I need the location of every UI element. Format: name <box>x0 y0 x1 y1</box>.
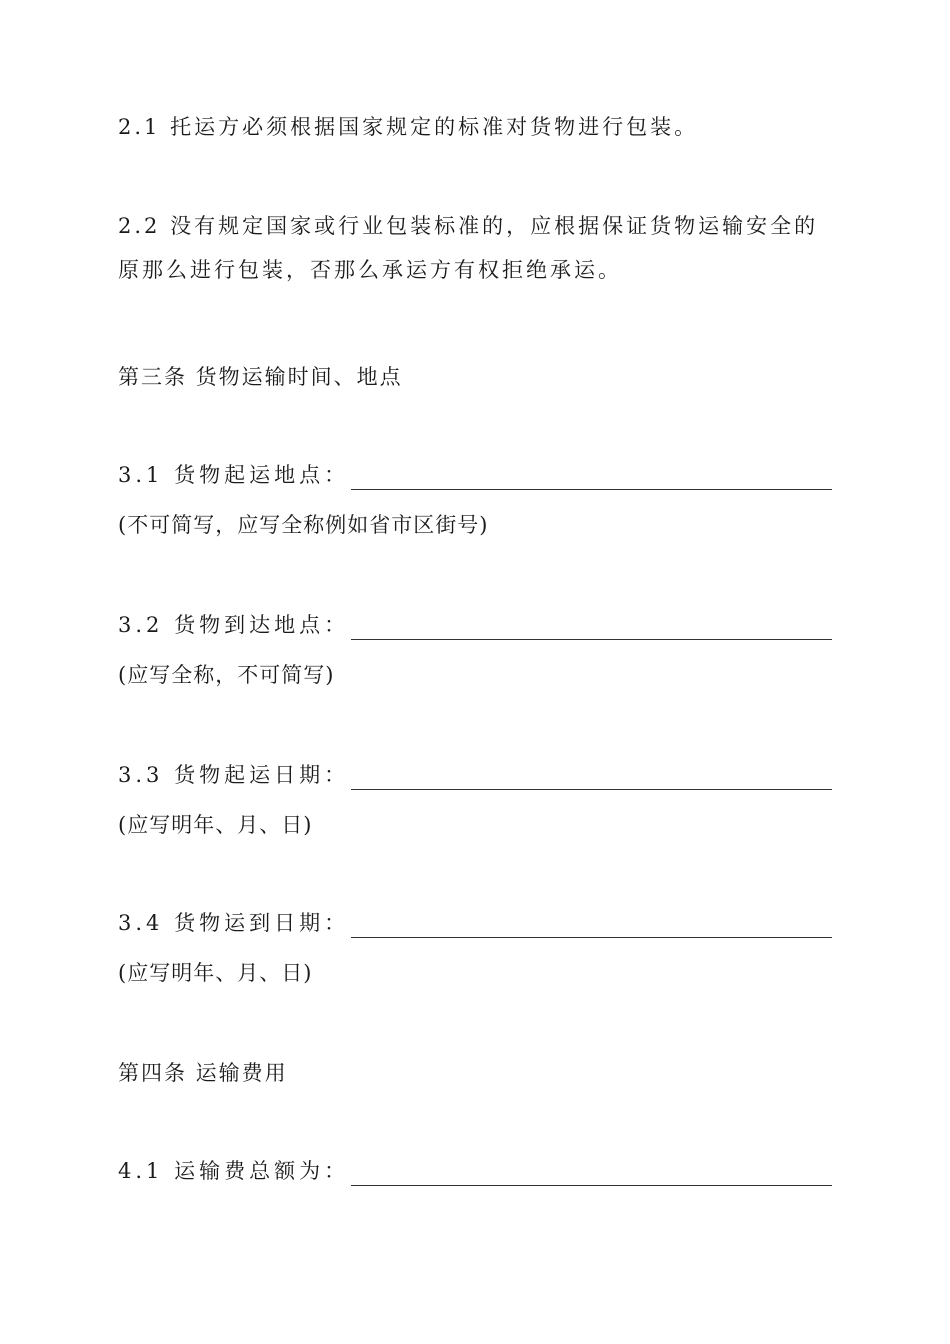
field-3-3-row <box>118 760 832 790</box>
field-3-3-label: 3.3 货物起运日期： <box>118 763 350 787</box>
field-4-1-label: 4.1 运输费总额为： <box>118 1159 350 1183</box>
field-4-1-blank[interactable] <box>351 1163 832 1186</box>
field-3-2-note: (应写全称，不可简写) <box>118 663 335 687</box>
field-3-4-blank[interactable] <box>351 915 832 938</box>
field-3-4-row <box>118 908 832 938</box>
field-4-1-row <box>118 1156 832 1186</box>
field-3-1-blank[interactable] <box>351 467 832 490</box>
section-4-heading: 第四条 运输费用 <box>118 1061 288 1085</box>
field-3-2-blank[interactable] <box>351 617 832 640</box>
field-3-3-note: (应写明年、月、日) <box>118 813 313 837</box>
clause-2-2: 2.2 没有规定国家或行业包装标准的，应根据保证货物运输安全的原那么进行包装，否那么承运方有权拒绝承运。 <box>118 214 819 282</box>
section-3-heading: 第三条 货物运输时间、地点 <box>118 365 403 389</box>
field-3-4-label: 3.4 货物运到日期： <box>118 911 350 935</box>
field-3-1-note: (不可简写，应写全称例如省市区街号) <box>118 513 489 537</box>
field-3-2-row <box>118 610 832 640</box>
field-3-1-row <box>118 460 832 490</box>
field-3-1-label: 3.1 货物起运地点： <box>118 463 350 487</box>
field-3-3-blank[interactable] <box>351 767 832 790</box>
clause-2-1: 2.1 托运方必须根据国家规定的标准对货物进行包装。 <box>118 115 699 139</box>
field-3-4-note: (应写明年、月、日) <box>118 961 313 985</box>
field-3-2-label: 3.2 货物到达地点： <box>118 613 350 637</box>
